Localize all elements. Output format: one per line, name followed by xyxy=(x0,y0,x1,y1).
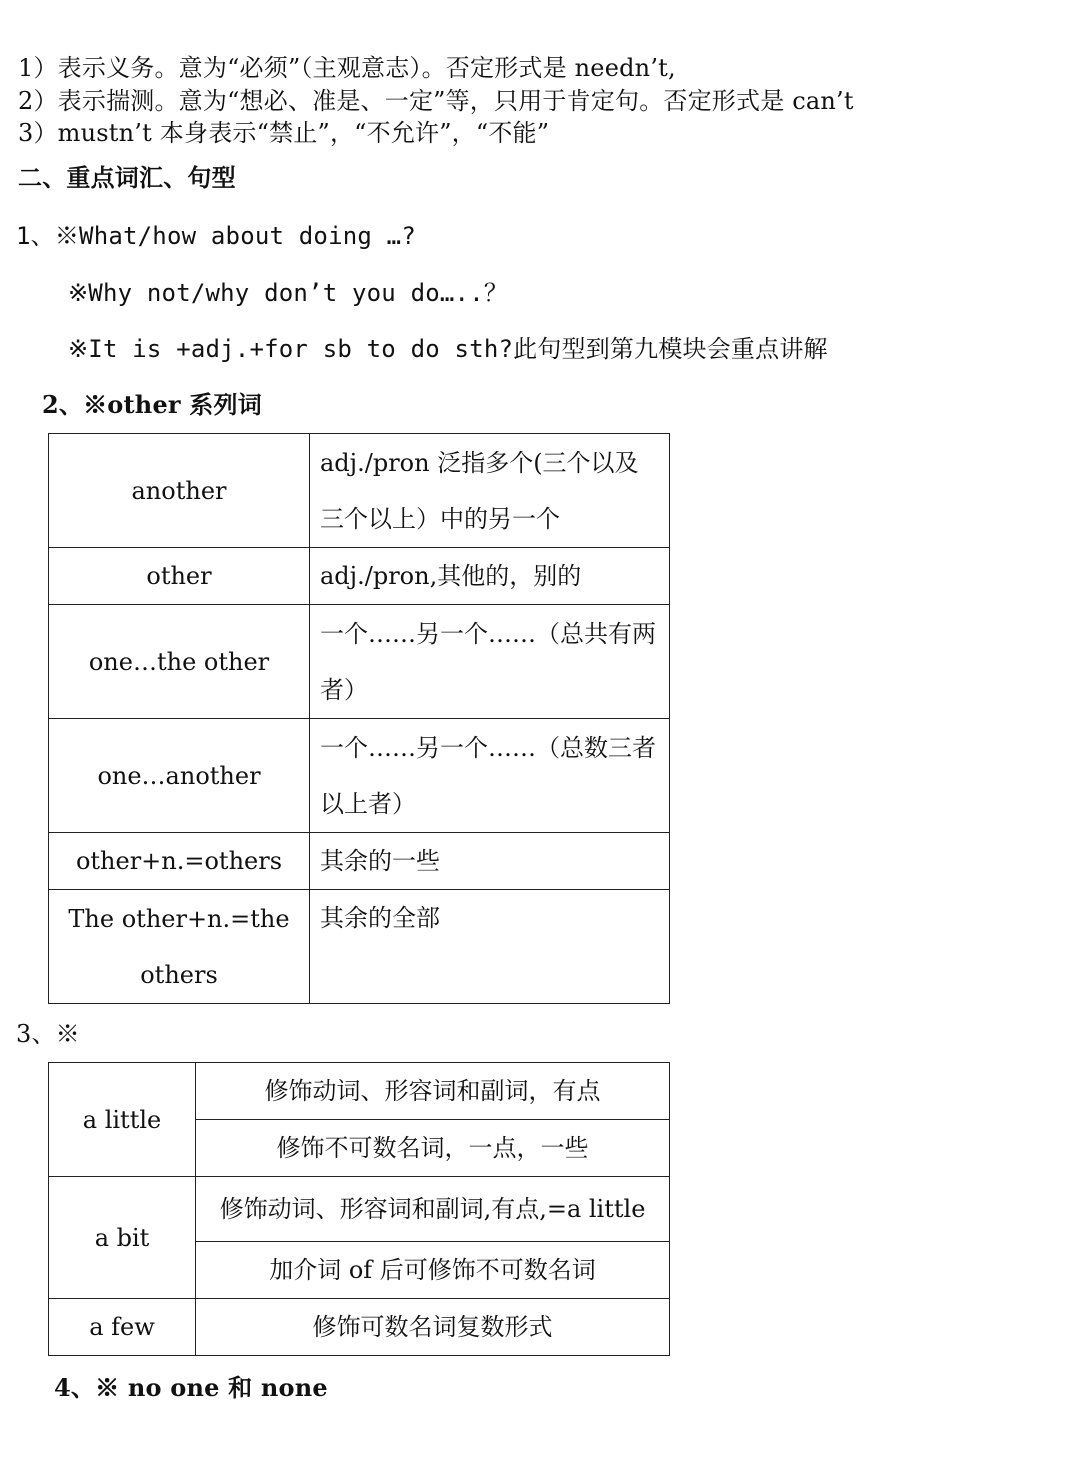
meaning-cell: 修饰动词、形容词和副词,有点,=a little xyxy=(196,1177,670,1242)
little-bit-few-table xyxy=(48,1062,670,1356)
term-cell: other+n.=others xyxy=(49,833,310,890)
term-cell: a little xyxy=(49,1063,196,1177)
item2-heading: 2、※other 系列词 xyxy=(42,390,262,419)
modal-note-3: 3）mustn’t 本身表示“禁止”，“不允许”，“不能” xyxy=(18,119,550,147)
term-cell: one…another xyxy=(49,719,310,833)
meaning-cell: 加介词 of 后可修饰不可数名词 xyxy=(196,1242,670,1299)
modal-note-1: 1）表示义务。意为“必须”（主观意志）。否定形式是 needn’t, xyxy=(18,54,676,82)
meaning-cell: 其余的全部 xyxy=(310,890,670,1004)
table-row xyxy=(49,434,670,548)
modal-note-2: 2）表示揣测。意为“想必、准是、一定”等，只用于肯定句。否定形式是 can’t xyxy=(18,87,854,115)
other-series-table xyxy=(48,433,670,1004)
item1-line2: ※Why not/why don’t you do…..？ xyxy=(68,279,509,307)
table-row xyxy=(49,719,670,833)
item3-heading: 3、※ xyxy=(16,1020,80,1048)
meaning-cell: 一个……另一个……（总共有两者） xyxy=(310,605,670,719)
item1-line1: 1、※What/how about doing …? xyxy=(16,222,416,250)
table-row xyxy=(49,890,670,1004)
table-row xyxy=(49,605,670,719)
term-cell: a few xyxy=(49,1299,196,1356)
item1-line3: ※It is +adj.+for sb to do sth?此句型到第九模块会重点讲解 xyxy=(68,335,828,363)
meaning-cell: adj./pron 泛指多个(三个以及三个以上）中的另一个 xyxy=(310,434,670,548)
term-cell: other xyxy=(49,548,310,605)
item4-heading: 4、※ no one 和 none xyxy=(54,1373,328,1402)
table-row xyxy=(49,1063,670,1120)
table-row xyxy=(49,1299,670,1356)
section-heading: 二、重点词汇、句型 xyxy=(18,163,236,192)
term-cell: The other+n.=the others xyxy=(49,890,310,1004)
meaning-cell: 修饰动词、形容词和副词，有点 xyxy=(196,1063,670,1120)
table-row xyxy=(49,1177,670,1242)
meaning-cell: adj./pron,其他的，别的 xyxy=(310,548,670,605)
term-cell: another xyxy=(49,434,310,548)
term-cell: one…the other xyxy=(49,605,310,719)
meaning-cell: 修饰不可数名词，一点，一些 xyxy=(196,1120,670,1177)
table-row xyxy=(49,548,670,605)
meaning-cell: 其余的一些 xyxy=(310,833,670,890)
table-row xyxy=(49,833,670,890)
meaning-cell: 修饰可数名词复数形式 xyxy=(196,1299,670,1356)
term-cell: a bit xyxy=(49,1177,196,1299)
meaning-cell: 一个……另一个……（总数三者以上者） xyxy=(310,719,670,833)
